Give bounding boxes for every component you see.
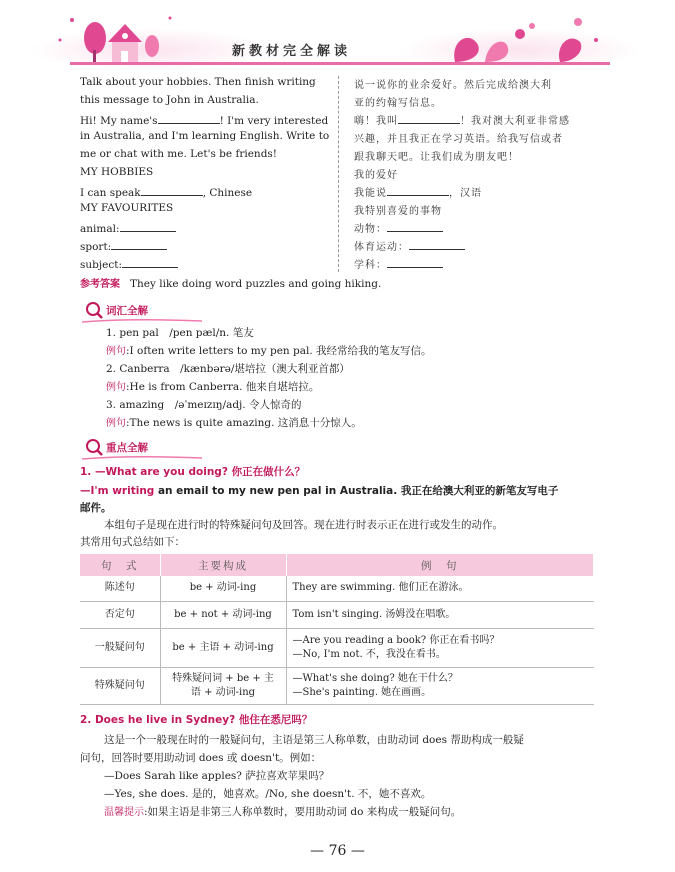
header-decoration: [0, 0, 675, 70]
fill-blank[interactable]: [122, 256, 178, 268]
vocab-title: 词汇全解: [106, 304, 148, 317]
text-line: 亚的约翰写信息。: [354, 98, 442, 109]
sentence-type: 陈述句: [80, 576, 160, 601]
vocab-entry: 2. Canberra /kænbərə/堪培拉（澳大利亚首都）: [106, 363, 350, 375]
point1-sentence: —I'm writing an email to my new pen pal in Australia. 我正在给澳大利亚的新笔友写电子: [80, 485, 559, 497]
text-line: 学科：: [354, 256, 614, 274]
point2-heading: 2. Does he live in Sydney? 他住在悉尼吗？: [80, 714, 313, 726]
vocab-example: 例句:The news is quite amazing. 这消息十分惊人。: [106, 417, 362, 429]
tip: 温馨提示:如果主语是非第三人称单数时，要用助动词 do 来构成一般疑问句。: [104, 806, 462, 818]
text-line: 兴趣，并且我正在学习英语。给我写信或者: [354, 134, 563, 145]
tip-text: 如果主语是非第三人称单数时，要用助动词 do 来构成一般疑问句。: [147, 806, 462, 818]
text-line: animal:: [80, 220, 330, 238]
fill-blank[interactable]: [158, 112, 220, 124]
table-row: [80, 628, 594, 667]
chinese-translation: [354, 76, 614, 274]
text-line: Hi! My name's ! I'm very interested: [80, 112, 330, 130]
reference-answer: [80, 275, 381, 294]
vocab-example: 例句:He is from Canberra. 他来自堪培拉。: [106, 381, 320, 393]
answer-text: They like doing word puzzles and going hiking.: [130, 278, 382, 290]
text-line: 我的爱好: [354, 170, 398, 181]
sentence-form: be + not + 动词-ing: [160, 601, 286, 628]
vocab-entry: 1. pen pal /pen pæl/n. 笔友: [106, 327, 254, 339]
table-row: [80, 667, 594, 704]
text-line: 说一说你的业余爱好。然后完成给澳大利: [354, 80, 552, 91]
table-row: [80, 601, 594, 628]
keypoints-title: 重点全解: [106, 441, 148, 454]
sentence-form: 特殊疑问词 + be + 主 语 + 动词-ing: [160, 667, 286, 704]
point2-example: —Yes, she does. 是的，她喜欢。/No, she doesn't. 不，她不喜欢。: [104, 788, 432, 800]
magnifier-icon: [84, 301, 104, 319]
grammar-table: [80, 554, 594, 705]
sentence-form: be + 动词-ing: [160, 576, 286, 601]
sentence-example: —What's she doing? 她在干什么？ —She's painting. 她在画画。: [286, 667, 594, 704]
section-swoosh: [82, 455, 282, 461]
vocab-entry: 3. amazing /əˈmeɪzɪŋ/adj. 令人惊奇的: [106, 399, 302, 411]
text-line: in Australia, and I'm learning English. Write to: [80, 130, 330, 142]
magnifier-icon: [84, 438, 104, 456]
point2-paragraph: 问句，回答时要用助动词 does 或 doesn't。例如：: [80, 752, 322, 764]
sentence-example: They are swimming. 他们正在游泳。: [286, 576, 594, 601]
sentence-type: 一般疑问句: [80, 628, 160, 667]
text-line: subject:: [80, 256, 330, 274]
text-line: 嗨！我叫 ！我对澳大利亚非常感: [354, 112, 614, 130]
sentence-type: 否定句: [80, 601, 160, 628]
fill-blank[interactable]: [387, 220, 443, 232]
point2-example: —Does Sarah like apples? 萨拉喜欢苹果吗？: [104, 770, 330, 782]
table-header-row: [80, 554, 594, 576]
text-line: MY HOBBIES: [80, 166, 154, 178]
tip-label: 温馨提示: [104, 807, 144, 818]
fill-blank[interactable]: [120, 220, 176, 232]
text-line: 我能说 ，汉语: [354, 184, 614, 202]
keypoints-section-head: [84, 437, 148, 457]
column-header: 主要构成: [160, 554, 286, 576]
table-row: [80, 576, 594, 601]
sentence-example: —Are you reading a book? 你正在看书吗？ —No, I'm not. 不，我没在看书。: [286, 628, 594, 667]
text-line: 我特别喜爱的事物: [354, 206, 442, 217]
english-exercise: [80, 76, 330, 274]
point1-paragraph: 其常用句式总结如下：: [80, 536, 185, 548]
text-line: I can speak , Chinese: [80, 184, 330, 202]
text-line: this message to John in Australia.: [80, 94, 259, 106]
page-number: — 76 —: [310, 843, 365, 859]
point1-heading: 1. —What are you doing? 你正在做什么？: [80, 466, 306, 478]
page-header: [0, 0, 675, 70]
sentence-example: Tom isn't singing. 汤姆没在唱歌。: [286, 601, 594, 628]
text-line: 体育运动：: [354, 238, 614, 256]
text-line: 跟我聊天吧。让我们成为朋友吧！: [354, 152, 519, 163]
sentence-form: be + 主语 + 动词-ing: [160, 628, 286, 667]
point1-sentence-cont: 邮件。: [80, 502, 112, 514]
text-line: Talk about your hobbies. Then finish writing: [80, 76, 316, 88]
column-header: 例 句: [286, 554, 594, 576]
vocab-example: 例句:I often write letters to my pen pal. 我经常给我的笔友写信。: [106, 345, 432, 357]
header-title: 新教材完全解读: [232, 44, 352, 59]
fill-blank[interactable]: [387, 184, 449, 196]
column-header: 句 式: [80, 554, 160, 576]
fill-blank[interactable]: [398, 112, 460, 124]
fill-blank[interactable]: [141, 184, 203, 196]
text-line: sport:: [80, 238, 330, 256]
text-line: me or chat with me. Let's be friends!: [80, 148, 278, 160]
vocab-section-head: [84, 300, 148, 320]
point1-paragraph: 本组句子是现在进行时的特殊疑问句及回答。现在进行时表示正在进行或发生的动作。: [104, 519, 503, 531]
text-line: MY FAVOURITES: [80, 202, 174, 214]
text-line: 动物：: [354, 220, 614, 238]
point2-paragraph: 这是一个一般现在时的一般疑问句，主语是第三人称单数，由助动词 does 帮助构成一般疑: [104, 734, 524, 746]
answer-label: 参考答案: [80, 279, 120, 290]
fill-blank[interactable]: [387, 256, 443, 268]
fill-blank[interactable]: [409, 238, 465, 250]
sentence-type: 特殊疑问句: [80, 667, 160, 704]
fill-blank[interactable]: [111, 238, 167, 250]
column-divider: [338, 76, 339, 272]
